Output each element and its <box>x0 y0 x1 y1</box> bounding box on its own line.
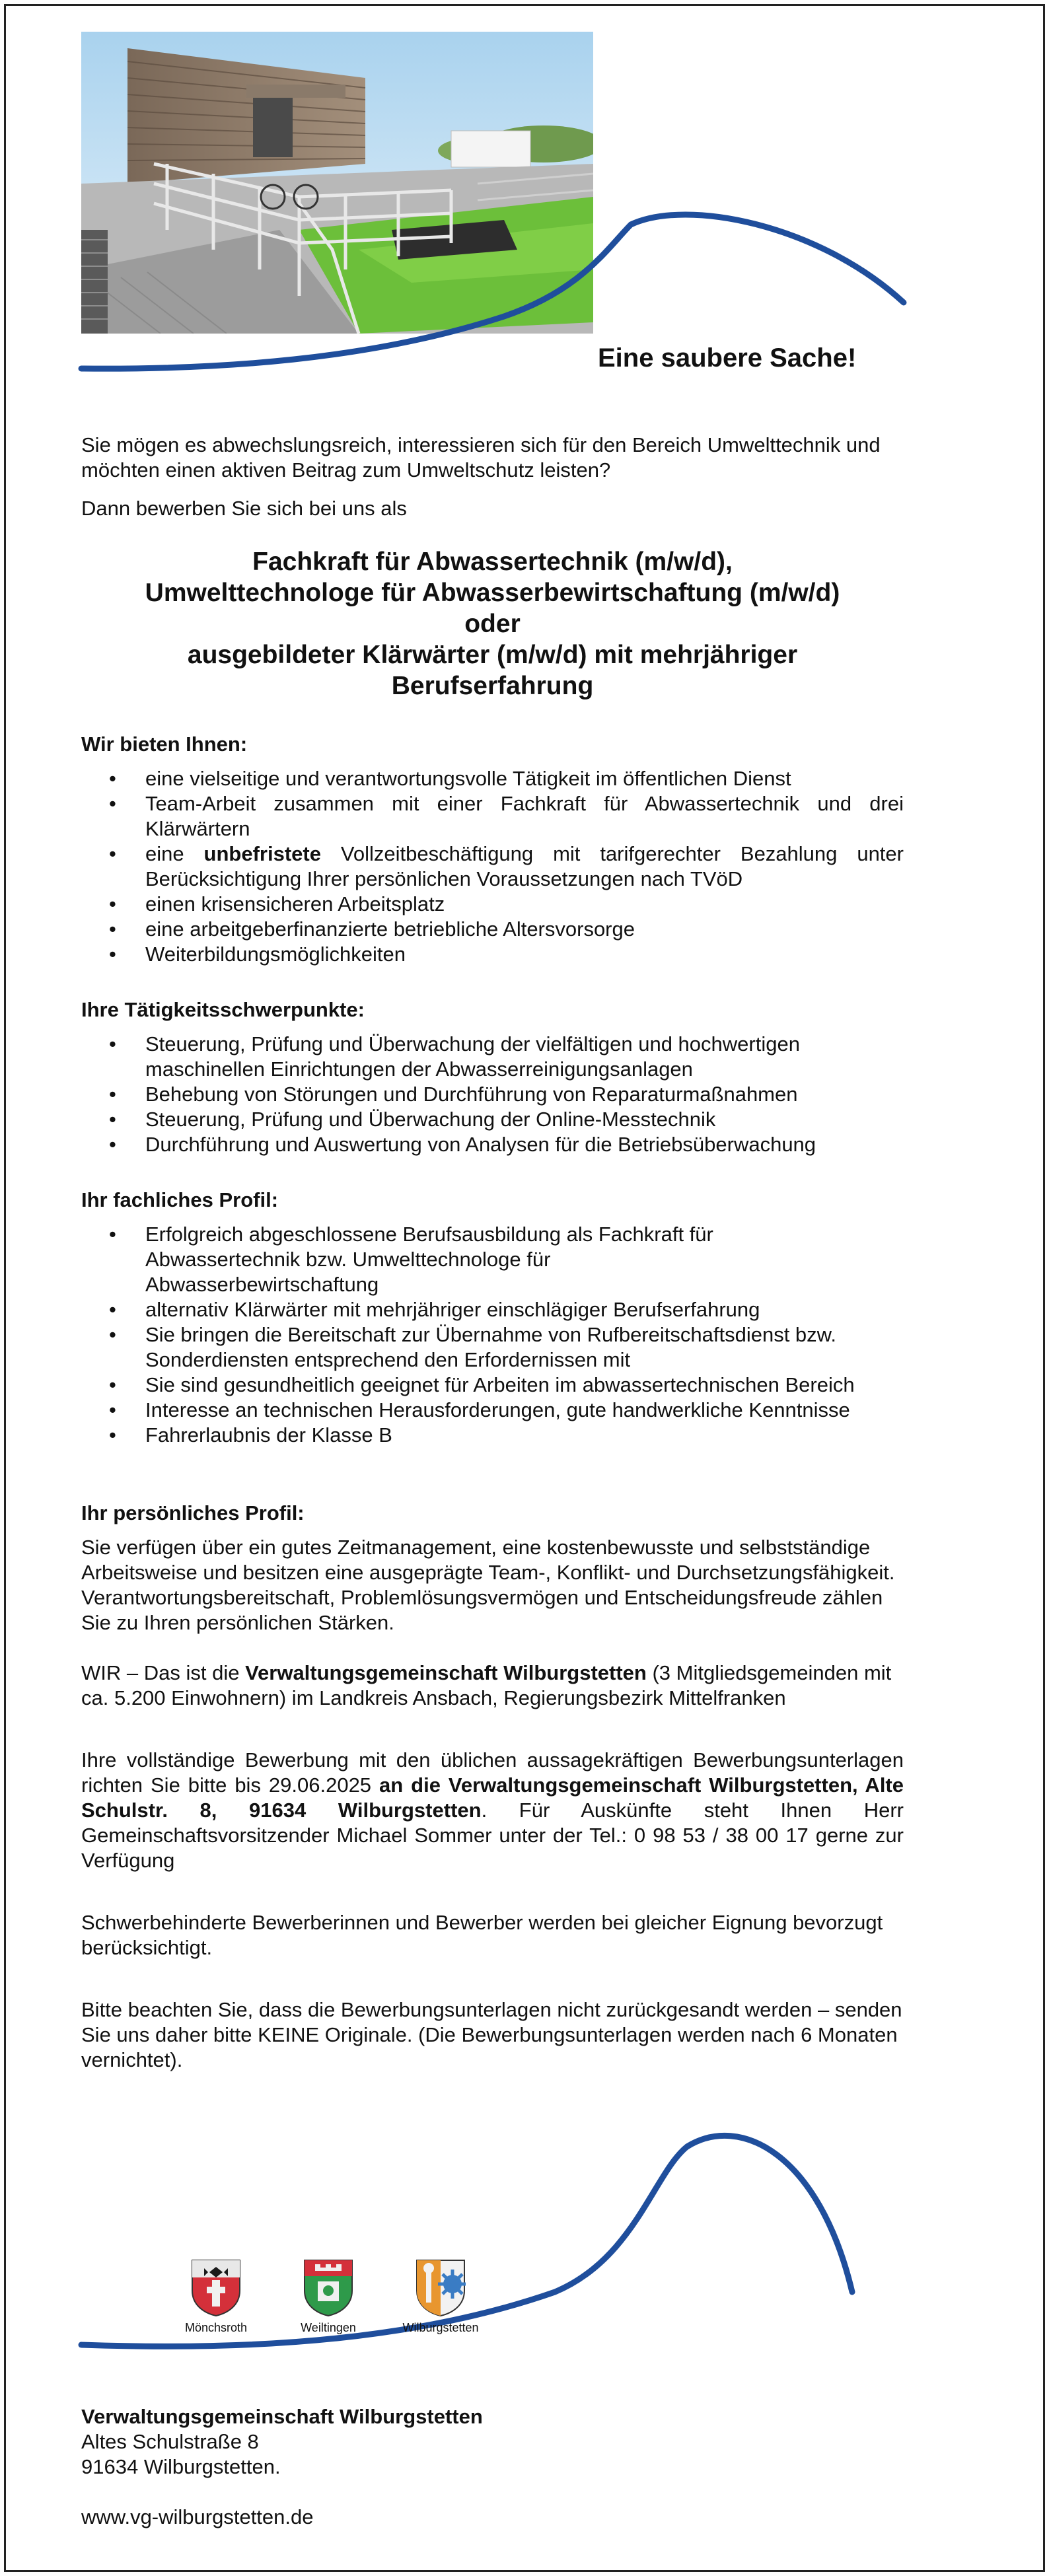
apply-post: . Für Auskünfte steht Ihnen Herr Gemeinschaftsvorsitzender Michael Sommer unter der Tel.: 0 98 53 / 38 00 17 gerne zur Verfügung <box>81 1799 904 1872</box>
tasks-heading: Ihre Tätigkeitsschwerpunkte: <box>81 998 365 1021</box>
logo-label: Mönchsroth <box>184 2321 248 2334</box>
list-item <box>81 841 904 892</box>
job-title-line: Berufserfahrung <box>391 672 594 700</box>
job-title-line: Umwelttechnologe für Abwasserbewirtschaftung (m/w/d) <box>145 579 840 607</box>
footer-website-link[interactable]: www.vg-wilburgstetten.de <box>81 2505 314 2528</box>
disabled-notice: Schwerbehinderte Bewerberinnen und Bewerber werden bei gleicher Eignung bevorzugt berücksichtigt. <box>81 1911 883 1959</box>
list-item: • Steuerung, Prüfung und Überwachung der vielfältigen und hochwertigen maschinellen Einrichtungen der Abwasserreinigungsanlagen <box>81 1032 904 1082</box>
job-title <box>81 546 904 701</box>
list-item: • Sie sind gesundheitlich geeignet für Arbeiten im abwassertechnischen Bereich <box>81 1373 904 1398</box>
item-text: Vollzeitbeschäftigung mit tarifgerechter Bezahlung unter Berücksichtigung Ihrer persönlichen Voraussetzungen nach TVöD <box>145 842 904 890</box>
slogan: Eine saubere Sache! <box>598 343 857 373</box>
list-item: • Sie bringen die Bereitschaft zur Übernahme von Rufbereitschaftsdienst bzw. Sonderdiensten entsprechend den Erfordernissen mit <box>81 1322 904 1373</box>
weiltingen-coat-of-arms-icon <box>302 2258 355 2317</box>
list-item: • alternativ Klärwärter mit mehrjähriger einschlägiger Berufserfahrung <box>81 1297 904 1322</box>
about-text <box>81 1661 904 1711</box>
list-item: • Fahrerlaubnis der Klasse B <box>81 1423 904 1448</box>
job-title-line: Fachkraft für Abwassertechnik (m/w/d), <box>252 548 733 576</box>
footer-street: Altes Schulstraße 8 <box>81 2430 259 2453</box>
apply-pre: Ihre vollständige Bewerbung mit den üblichen aussagekräftigen Bewerbungsunterlagen richten Sie bitte bis 29.06.2025 <box>81 1748 904 1797</box>
apply-address: an die Verwaltungsgemeinschaft Wilburgstetten, Alte Schulstr. 8, 91634 Wilburgstetten <box>81 1773 904 1822</box>
documents-notice: Bitte beachten Sie, dass die Bewerbungsunterlagen nicht zurückgesandt werden – senden Sie uns daher bitte KEINE Originale. (Die Bewerbungsunterlagen werden nach 6 Monaten vernichtet). <box>81 1998 902 2071</box>
profile-list <box>81 1222 904 1448</box>
personal-heading: Ihr persönliches Profil: <box>81 1501 305 1524</box>
profile-heading: Ihr fachliches Profil: <box>81 1188 279 1211</box>
job-title-line: oder <box>464 610 521 638</box>
list-item: • Erfolgreich abgeschlossene Berufsausbildung als Fachkraft für Abwassertechnik bzw. Umwelttechnologe für Abwasserbewirtschaftung <box>81 1222 904 1297</box>
logo-weiltingen <box>285 2258 371 2335</box>
footer-city: 91634 Wilburgstetten. <box>81 2455 281 2478</box>
logo-label: Weiltingen <box>301 2321 356 2334</box>
personal-text: Sie verfügen über ein gutes Zeitmanagement, eine kostenbewusste und selbstständige Arbeitsweise und besitzen eine ausgeprägte Team-, Konflikt- und Durchsetzungsfähigkeit. Verantwortungsbereitschaft, Problemlösungsvermögen und Entscheidungsfreude zählen Sie zu Ihren persönlichen Stärken. <box>81 1536 895 1634</box>
offer-list <box>81 766 904 967</box>
list-item: • eine vielseitige und verantwortungsvolle Tätigkeit im öffentlichen Dienst <box>81 766 904 791</box>
list-item: • einen krisensicheren Arbeitsplatz <box>81 892 904 917</box>
list-item: • Weiterbildungsmöglichkeiten <box>81 942 904 967</box>
item-text: eine <box>145 842 204 865</box>
logo-moenchsroth <box>173 2258 259 2335</box>
footer-organisation: Verwaltungsgemeinschaft Wilburgstetten <box>81 2405 483 2428</box>
wilburgstetten-coat-of-arms-icon <box>414 2258 467 2317</box>
list-item: • Durchführung und Auswertung von Analysen für die Betriebsüberwachung <box>81 1132 904 1157</box>
about-bold: Verwaltungsgemeinschaft Wilburgstetten <box>245 1661 647 1684</box>
photo-illustration <box>81 32 593 334</box>
wastewater-plant-photo <box>81 32 593 334</box>
about-post: (3 Mitgliedsgemeinden mit ca. 5.200 Einwohnern) im Landkreis Ansbach, Regierungsbezirk Mittelfranken <box>81 1661 892 1709</box>
item-bold-text: unbefristete <box>203 842 321 865</box>
list-item: • Interesse an technischen Herausforderungen, gute handwerkliche Kenntnisse <box>81 1398 904 1423</box>
footer-address <box>81 2404 483 2530</box>
about-pre: WIR – Das ist die <box>81 1661 246 1684</box>
list-item: • Steuerung, Prüfung und Überwachung der Online-Messtechnik <box>81 1107 904 1132</box>
logo-wilburgstetten <box>398 2258 484 2335</box>
list-item: • Team-Arbeit zusammen mit einer Fachkraft für Abwassertechnik und drei Klärwärtern <box>81 791 904 841</box>
intro-apply-as: Dann bewerben Sie sich bei uns als <box>81 497 407 520</box>
municipality-logos <box>173 2258 490 2343</box>
list-item: • Behebung von Störungen und Durchführung von Reparaturmaßnahmen <box>81 1082 904 1107</box>
tasks-list <box>81 1032 904 1157</box>
job-title-line: ausgebildeter Klärwärter (m/w/d) mit mehrjähriger <box>187 641 798 669</box>
offer-heading: Wir bieten Ihnen: <box>81 733 248 756</box>
application-text <box>81 1748 904 1873</box>
intro-text: Sie mögen es abwechslungsreich, interessieren sich für den Bereich Umwelttechnik und möchten einen aktiven Beitrag zum Umweltschutz leisten? <box>81 433 881 482</box>
logo-label: Wilburgstetten <box>402 2321 479 2334</box>
list-item: • eine arbeitgeberfinanzierte betriebliche Altersvorsorge <box>81 917 904 942</box>
job-ad-content <box>81 433 904 2073</box>
moenchsroth-coat-of-arms-icon <box>190 2258 242 2317</box>
